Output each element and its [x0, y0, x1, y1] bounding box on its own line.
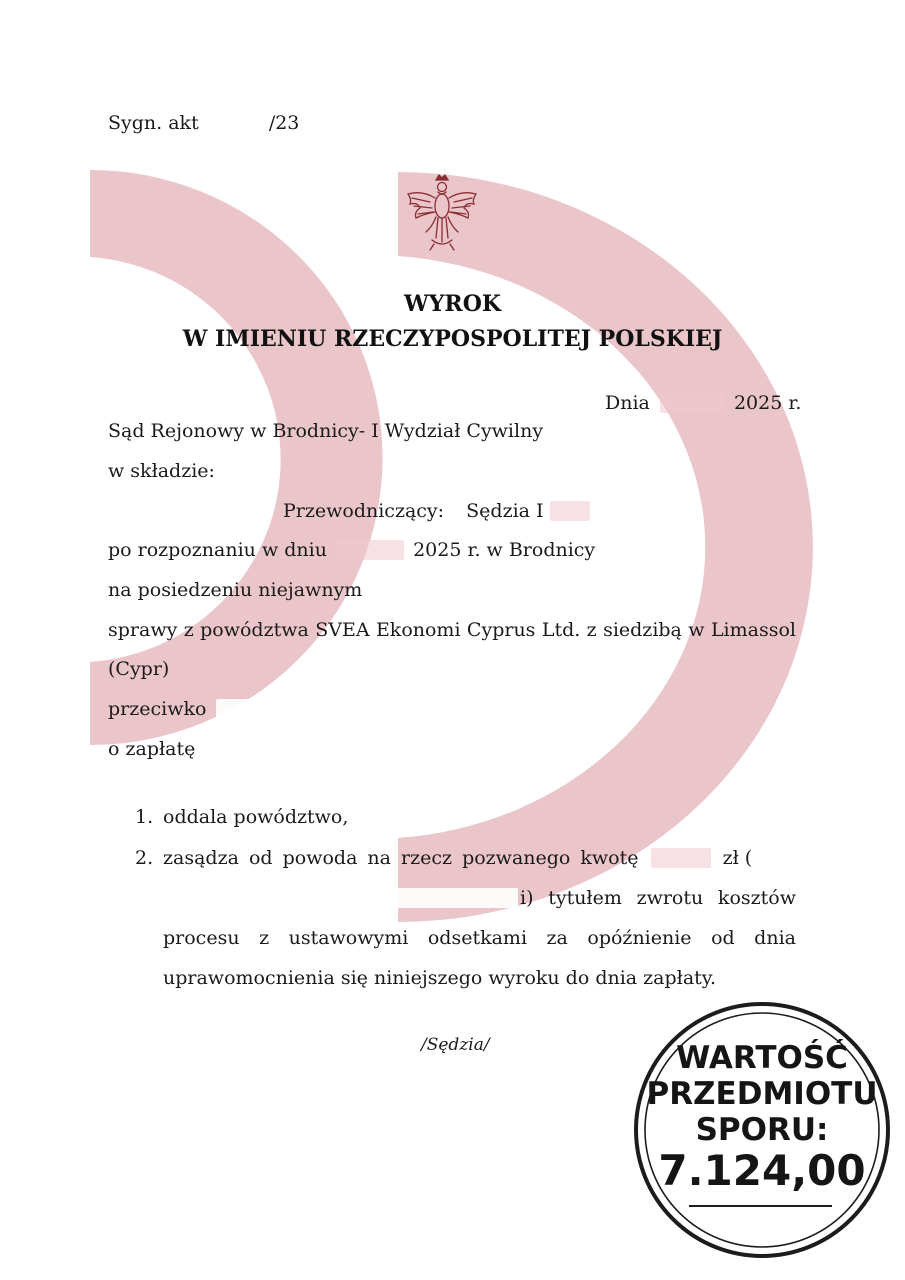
ruling-2-number: 2. [135, 847, 154, 869]
redaction-judge-name [550, 501, 590, 521]
court-name: Sąd Rejonowy w Brodnicy- I Wydział Cywilny [108, 420, 544, 442]
case-number [108, 111, 299, 135]
case-parties-line: sprawy z powództwa SVEA Ekonomi Cyprus Ltd. z siedzibą w Limassol [108, 619, 796, 641]
case-number-label: Sygn. akt [108, 112, 199, 134]
case-parties-country: (Cypr) [108, 658, 170, 680]
stamp-amount: 7.124,00 [658, 1146, 866, 1195]
chair-label: Przewodniczący: [283, 500, 445, 522]
hearing-suffix: 2025 r. w Brodnicy [413, 539, 596, 561]
chair-line [283, 499, 590, 523]
redaction-amount-words [163, 888, 518, 908]
defendant-line [108, 697, 406, 721]
against-label: przeciwko [108, 698, 207, 720]
composition-label: w składzie: [108, 460, 215, 482]
date-suffix: 2025 r. [733, 392, 802, 414]
date-prefix: Dnia [605, 392, 650, 414]
judge-signature: /Sędzia/ [421, 1035, 490, 1055]
ruling-2-line-1a: zasądza od powoda na rzecz pozwanego kwotę [163, 847, 639, 869]
redaction-defendant [216, 699, 406, 719]
ruling-2-line-2-tail: i) tytułem zwrotu kosztów [520, 887, 796, 909]
case-number-suffix: /23 [268, 112, 300, 134]
ruling-2-line-1b: zł ( [722, 847, 753, 869]
ruling-2-line-1 [163, 846, 752, 870]
stamp-line-3: SPORU: [695, 1112, 829, 1148]
stamp-line-1: WARTOŚĆ [676, 1040, 848, 1076]
ruling-2-line-3: procesu z ustawowymi odsetkami za opóźnienie od dnia [163, 927, 796, 949]
ruling-1-text: oddala powództwo, [163, 806, 349, 828]
document-title: WYROK [404, 291, 501, 317]
case-subject: o zapłatę [108, 738, 196, 760]
session-type: na posiedzeniu niejawnym [108, 579, 363, 601]
hearing-prefix: po rozpoznaniu w dniu [108, 539, 327, 561]
redaction-hearing-date [336, 540, 404, 560]
chair-value: Sędzia I [466, 500, 544, 522]
ruling-2-line-2 [163, 886, 518, 910]
hearing-line [108, 538, 595, 562]
ruling-1-number: 1. [135, 806, 154, 828]
polish-eagle-icon [402, 172, 482, 254]
ruling-2-line-4: uprawomocnienia się niniejszego wyroku do dnia zapłaty. [163, 967, 717, 989]
redaction-date [660, 393, 724, 413]
document-subtitle: W IMIENIU RZECZYPOSPOLITEJ POLSKIEJ [182, 326, 723, 352]
stamp-line-2: PRZEDMIOTU [646, 1076, 878, 1112]
redaction-amount [651, 848, 711, 868]
date-line [605, 391, 801, 415]
